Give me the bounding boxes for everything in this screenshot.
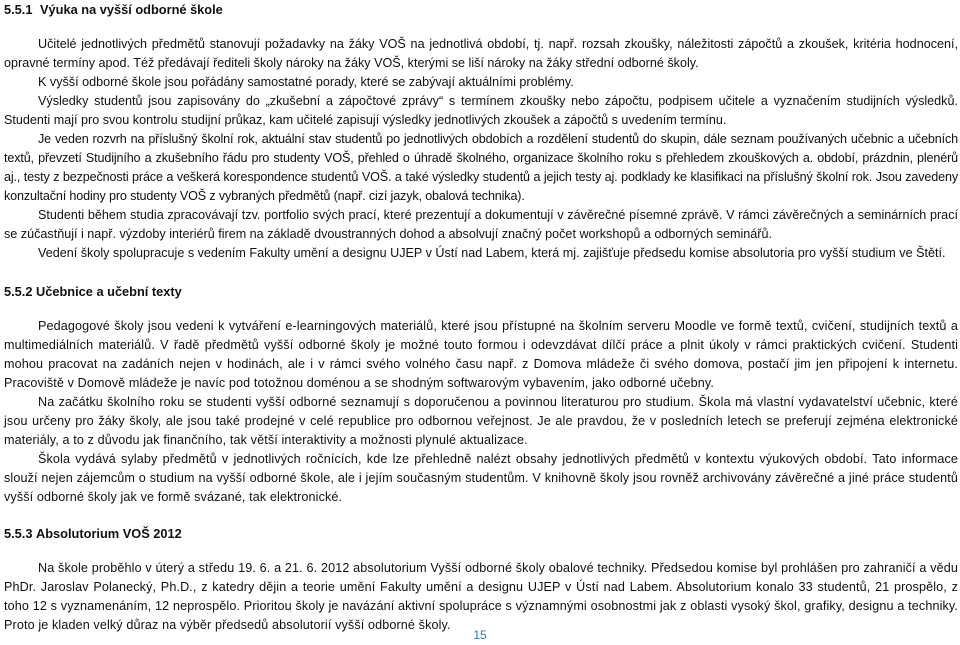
paragraph: Výsledky studentů jsou zapisovány do „zkušební a zápočtové zprávy“ s termínem zkoušky nebo zápočtu, podpisem učitele a vyznačením studijních výsledků. Studenti mají pro svou kontrolu studijní průkaz, kam učitelé zapisují výsledky jednotlivých zkoušek a zápočtů s uvedením termínu. — [4, 94, 958, 127]
section-heading — [4, 524, 958, 543]
paragraph: Je veden rozvrh na příslušný školní rok, aktuální stav studentů po jednotlivých obdobích a rozdělení studentů do skupin, dále seznam používaných učebnic a učebních textů, převzetí Studijního a zkušebního řádu pro studenty VOŠ, přehled o úhradě školného, organizace školního roku s přehledem zkouškových a. období, prázdnin, plenérů aj., testy z bezpečnosti práce a veškerá korespondence studentů VOŠ. a také výsledky studentů a jejich testy aj. podklady ke klasifikaci na příslušný školní rok. Jsou zavedeny konzultační hodiny pro studenty VOŠ z vybraných předmětů (např. cizí jazyk, obalová technika). — [4, 132, 958, 203]
section-5-5-1 — [4, 0, 958, 263]
paragraph: Studenti během studia zpracovávají tzv. portfolio svých prací, které prezentují a dokumentují v závěrečné písemné zprávě. V rámci závěrečných a seminárních prací se zúčastňují i např. výzdoby interiérů firem na základě dvoustranných dohod a absolvují značný počet workshopů a odborných seminářů. — [4, 208, 958, 241]
section-number: 5.5.2 — [4, 284, 33, 299]
paragraph: Pedagogové školy jsou vedeni k vytváření e-learningových materiálů, které jsou přístupné na školním serveru Moodle ve formě textů, cvičení, studijních textů a multimediálních materiálů. V řadě předmětů vyšší odborné školy je možné touto formou i odevzdávat dílčí práce a plnit úkoly v rámci praktických cvičení. Studenti mohou pracovat na zadáních nejen v hodinách, ale i v rámci svého volného času např. z Domova mládeže či svého domova, postačí jim jen připojení k internetu. Pracoviště v Domově mládeže je navíc pod totožnou doménou a se shodným softwarovým vybavením, jako odborné učebny. — [4, 319, 958, 390]
section-title: Učebnice a učební texty — [36, 284, 182, 299]
section-heading — [4, 0, 958, 19]
paragraph: Vedení školy spolupracuje s vedením Fakulty umění a designu UJEP v Ústí nad Labem, která mj. zajišťuje předsedu komise absolutoria pro vyšší studium ve Štětí. — [38, 246, 946, 260]
section-5-5-3 — [4, 524, 958, 635]
paragraph: K vyšší odborné škole jsou pořádány samostatné porady, které se zabývají aktuálními problémy. — [38, 75, 574, 89]
paragraph: Škola vydává sylaby předmětů v jednotlivých ročnících, kde lze přehledně nalézt obsahy jednotlivých předmětů v kontextu výukových období. Tato informace slouží nejen zájemcům o studium na vyšší odborné škole, ale i jejím současným studentům. V knihovně školy jsou rovněž archivovány závěrečné a jiné práce studentů vyšší odborné školy jak ve formě svázané, tak elektronické. — [4, 452, 958, 504]
section-5-5-2 — [4, 282, 958, 507]
section-number: 5.5.1 — [4, 2, 33, 17]
section-number: 5.5.3 — [4, 526, 33, 541]
section-title: Výuka na vyšší odborné škole — [40, 2, 223, 17]
section-title: Absolutorium VOŠ 2012 — [36, 526, 182, 541]
document-page — [4, 0, 958, 635]
paragraph: Na škole proběhlo v úterý a středu 19. 6. a 21. 6. 2012 absolutorium Vyšší odborné školy obalové techniky. Předsedou komise byl prohlášen pro zahraničí a vědu PhDr. Jaroslav Polanecký, Ph.D., z katedry dějin a teorie umění Fakulty umění a designu UJEP v Ústí nad Labem. Absolutorium konalo 33 studentů, 21 prospělo, z toho 12 s vyznamenáním, 12 neprospělo. Prioritou školy je navázání aktivní spolupráce s významnými osobnostmi jak z oblasti vysoký škol, grafiky, designu a techniky. Proto je kladen velký důraz na výběr předsedů absolutorií vyšší odborné školy. — [4, 561, 958, 632]
page-number: 15 — [473, 628, 487, 642]
section-heading — [4, 282, 958, 301]
paragraph: Na začátku školního roku se studenti vyšší odborné seznamují s doporučenou a povinnou literaturou pro studium. Škola má vlastní vydavatelství učebnic, které jsou určeny pro žáky školy, ale jsou také prodejné v celé republice pro odbornou veřejnost. Je ale pravdou, že v posledních letech se preferují zejména elektronické materiály, a to z důvodu jak finančního, tak větší interaktivity a možnosti plynulé aktualizace. — [4, 395, 958, 447]
paragraph: Učitelé jednotlivých předmětů stanovují požadavky na žáky VOŠ na jednotlivá období, tj. např. rozsah zkoušky, náležitosti zápočtů a zkoušek, kritéria hodnocení, opravné termíny apod. Též předávají řediteli školy nároky na žáky VOŠ, kterými se liší nároky na žáky střední odborné školy. — [4, 37, 958, 70]
